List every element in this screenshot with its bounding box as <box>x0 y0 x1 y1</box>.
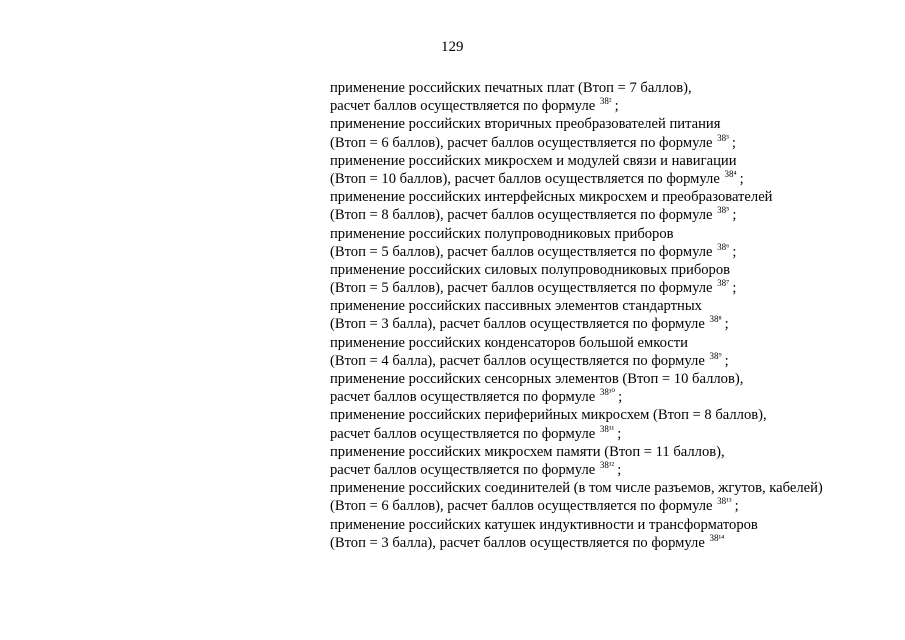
line-terminator: ; <box>617 425 622 442</box>
text-line <box>330 370 890 388</box>
text-line <box>330 79 890 97</box>
formula-reference: 38⁶ <box>717 241 730 252</box>
formula-reference: 38⁷ <box>717 278 730 289</box>
line-text: применение российских микросхем памяти (Втоп = 11 баллов), <box>330 443 725 460</box>
line-terminator: ; <box>614 98 619 115</box>
line-text: применение российских силовых полупроводниковых приборов <box>330 261 731 278</box>
text-line <box>330 134 890 152</box>
text-line <box>330 406 890 424</box>
text-line <box>330 479 890 497</box>
line-terminator: ; <box>724 352 729 369</box>
line-text: применение российских периферийных микросхем (Втоп = 8 баллов), <box>330 407 767 424</box>
line-text: расчет баллов осуществляется по формуле <box>330 461 599 478</box>
formula-reference: 38⁹ <box>709 350 722 361</box>
line-text: применение российских полупроводниковых приборов <box>330 225 674 242</box>
text-line <box>330 425 890 443</box>
text-line <box>330 188 890 206</box>
line-terminator: ; <box>732 280 737 297</box>
text-line <box>330 115 890 133</box>
text-line <box>330 152 890 170</box>
text-line <box>330 297 890 315</box>
text-line <box>330 243 890 261</box>
text-line <box>330 315 890 333</box>
line-text: расчет баллов осуществляется по формуле <box>330 389 599 406</box>
formula-reference: 38¹² <box>599 459 615 470</box>
formula-reference: 38⁵ <box>717 205 730 216</box>
line-text: применение российских конденсаторов большой емкости <box>330 334 688 351</box>
text-line <box>330 352 890 370</box>
line-text: (Втоп = 3 балла), расчет баллов осуществляется по формуле <box>330 534 709 551</box>
text-line <box>330 388 890 406</box>
line-text: расчет баллов осуществляется по формуле <box>330 425 599 442</box>
formula-reference: 38¹⁰ <box>599 387 616 398</box>
formula-reference: 38¹³ <box>717 496 732 507</box>
text-line <box>330 97 890 115</box>
line-text: (Втоп = 6 баллов), расчет баллов осуществляется по формуле <box>330 498 717 515</box>
line-terminator: ; <box>739 170 744 187</box>
line-terminator: ; <box>732 207 737 224</box>
line-text: применение российских вторичных преобразователей питания <box>330 116 721 133</box>
line-terminator: ; <box>724 316 729 333</box>
formula-reference: 38⁸ <box>709 314 722 325</box>
line-text: применение российских печатных плат (Втоп = 7 баллов), <box>330 80 692 96</box>
text-line <box>330 334 890 352</box>
line-terminator: ; <box>732 243 737 260</box>
line-text: (Втоп = 8 баллов), расчет баллов осуществляется по формуле <box>330 207 717 224</box>
line-text: применение российских микросхем и модулей связи и навигации <box>330 152 737 169</box>
text-line <box>330 497 890 515</box>
formula-reference: 38⁴ <box>724 168 737 179</box>
document-body <box>330 79 890 552</box>
formula-reference: 38³ <box>717 132 729 143</box>
line-text: применение российских катушек индуктивности и трансформаторов <box>330 516 758 533</box>
line-text: (Втоп = 5 баллов), расчет баллов осуществляется по формуле <box>330 280 717 297</box>
page-number: 129 <box>441 39 464 55</box>
text-line <box>330 170 890 188</box>
line-terminator: ; <box>734 498 739 515</box>
text-line <box>330 261 890 279</box>
line-text: (Втоп = 3 балла), расчет баллов осуществляется по формуле <box>330 316 709 333</box>
text-line <box>330 443 890 461</box>
formula-reference: 38² <box>599 96 612 107</box>
line-text: (Втоп = 5 баллов), расчет баллов осуществляется по формуле <box>330 243 717 260</box>
line-terminator: ; <box>731 134 736 151</box>
formula-reference: 38¹⁴ <box>709 532 725 543</box>
text-line <box>330 279 890 297</box>
text-line <box>330 534 890 552</box>
line-text: (Втоп = 6 баллов), расчет баллов осуществляется по формуле <box>330 134 717 151</box>
line-text: применение российских сенсорных элементов (Втоп = 10 баллов), <box>330 371 744 387</box>
line-text: расчет баллов осуществляется по формуле <box>330 98 599 115</box>
line-terminator: ; <box>618 389 623 406</box>
formula-reference: 38¹¹ <box>599 423 615 434</box>
line-text: применение российских интерфейсных микросхем и преобразователей <box>330 189 773 206</box>
text-line <box>330 206 890 224</box>
text-line <box>330 461 890 479</box>
line-text: применение российских пассивных элементов стандартных <box>330 298 702 315</box>
line-terminator: ; <box>617 461 622 478</box>
line-text: (Втоп = 4 балла), расчет баллов осуществляется по формуле <box>330 352 709 369</box>
text-line <box>330 516 890 534</box>
line-text: (Втоп = 10 баллов), расчет баллов осуществляется по формуле <box>330 170 724 187</box>
text-line <box>330 225 890 243</box>
line-text: применение российских соединителей (в том числе разъемов, жгутов, кабелей) <box>330 480 823 497</box>
